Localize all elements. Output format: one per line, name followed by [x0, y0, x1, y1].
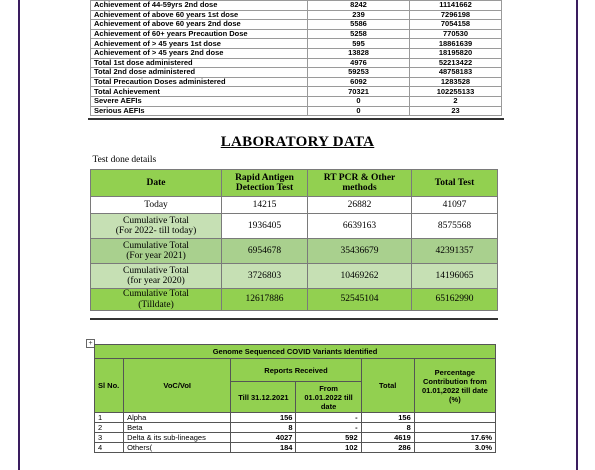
lab-cell-date: Today — [91, 197, 222, 214]
genome-row — [95, 413, 496, 423]
vaccination-cell-today: 239 — [308, 10, 410, 20]
genome-cell-total: 8 — [361, 423, 414, 433]
lab-date-line1: Cumulative Total — [123, 240, 189, 251]
vaccination-cell-cumulative: 23 — [410, 106, 502, 116]
lab-header-total: Total Test — [412, 170, 498, 197]
genome-cell-name: Delta & its sub-lineages — [124, 433, 231, 443]
lab-row-today — [91, 197, 498, 214]
vaccination-cell-today: 595 — [308, 39, 410, 49]
vaccination-cell-today: 59253 — [308, 68, 410, 78]
genome-variants-table — [94, 344, 496, 453]
genome-cell-from: 102 — [296, 443, 361, 453]
vaccination-cell-today: 5586 — [308, 20, 410, 30]
vaccination-cell-cumulative: 48758183 — [410, 68, 502, 78]
genome-header-till: Till 31.12.2021 — [231, 382, 296, 413]
vaccination-cell-label: Total 2nd dose administered — [91, 68, 308, 78]
laboratory-table-bottom-rule — [90, 318, 498, 320]
genome-cell-pct — [414, 423, 495, 433]
lab-date-line1: Cumulative Total — [123, 265, 189, 276]
genome-cell-sl: 1 — [95, 413, 124, 423]
vaccination-cell-today: 8242 — [308, 1, 410, 11]
genome-cell-total: 286 — [361, 443, 414, 453]
genome-cell-name: Others( — [124, 443, 231, 453]
genome-row — [95, 443, 496, 453]
lab-date-line2: (For 2022- till today) — [115, 226, 197, 236]
lab-cell-rtpcr: 52545104 — [308, 289, 412, 311]
lab-cell-rapid: 12617886 — [222, 289, 308, 311]
lab-cell-total: 41097 — [412, 197, 498, 214]
genome-cell-total: 156 — [361, 413, 414, 423]
genome-cell-sl: 2 — [95, 423, 124, 433]
vaccination-cell-cumulative: 11141662 — [410, 1, 502, 11]
genome-header-total: Total — [361, 359, 414, 413]
lab-row-2022 — [91, 214, 498, 239]
genome-cell-from: - — [296, 413, 361, 423]
lab-cell-rtpcr: 6639163 — [308, 214, 412, 239]
genome-table-title: Genome Sequenced COVID Variants Identified — [95, 345, 496, 359]
genome-cell-from: 592 — [296, 433, 361, 443]
vaccination-cell-label: Total 1st dose administered — [91, 58, 308, 68]
vaccination-cell-label: Achievement of > 45 years 2nd dose — [91, 48, 308, 58]
lab-date-line1: Cumulative Total — [123, 215, 189, 226]
genome-cell-pct — [414, 413, 495, 423]
lab-header-rtpcr: RT PCR & Other methods — [308, 170, 412, 197]
vaccination-cell-today: 70321 — [308, 87, 410, 97]
lab-cell-rapid: 14215 — [222, 197, 308, 214]
vaccination-cell-label: Achievement of above 60 years 1st dose — [91, 10, 308, 20]
vaccination-row — [91, 68, 502, 78]
vaccination-row — [91, 96, 502, 106]
vaccination-cell-label: Total Precaution Doses administered — [91, 77, 308, 87]
vaccination-table — [90, 0, 502, 116]
genome-cell-name: Beta — [124, 423, 231, 433]
vaccination-cell-cumulative: 52213422 — [410, 58, 502, 68]
lab-cell-total: 8575568 — [412, 214, 498, 239]
vaccination-cell-label: Severe AEFIs — [91, 96, 308, 106]
lab-cell-total: 65162990 — [412, 289, 498, 311]
lab-cell-date — [91, 239, 222, 264]
lab-cell-total: 14196065 — [412, 264, 498, 289]
vaccination-cell-label: Achievement of above 60 years 2nd dose — [91, 20, 308, 30]
lab-row-2020 — [91, 264, 498, 289]
genome-cell-pct: 17.6% — [414, 433, 495, 443]
vaccination-cell-label: Serious AEFIs — [91, 106, 308, 116]
vaccination-row — [91, 58, 502, 68]
lab-cell-rtpcr: 26882 — [308, 197, 412, 214]
vaccination-cell-cumulative: 7054158 — [410, 20, 502, 30]
genome-cell-name: Alpha — [124, 413, 231, 423]
vaccination-cell-cumulative: 2 — [410, 96, 502, 106]
lab-header-row — [91, 170, 498, 197]
genome-row — [95, 423, 496, 433]
vaccination-row — [91, 39, 502, 49]
lab-cell-date — [91, 264, 222, 289]
vaccination-cell-today: 5258 — [308, 29, 410, 39]
genome-title-row — [95, 345, 496, 359]
genome-cell-till: 156 — [231, 413, 296, 423]
vaccination-cell-cumulative: 18861639 — [410, 39, 502, 49]
laboratory-table — [90, 152, 498, 311]
genome-header-voc: VoC/VoI — [124, 359, 231, 413]
lab-row-tilldate — [91, 289, 498, 311]
vaccination-cell-today: 4976 — [308, 58, 410, 68]
lab-header-date: Date — [91, 170, 222, 197]
genome-header-percentage: Percentage Contribution from 01.01,2022 till date (%) — [414, 359, 495, 413]
lab-cell-rtpcr: 10469262 — [308, 264, 412, 289]
lab-row-2021 — [91, 239, 498, 264]
lab-cell-rtpcr: 35436679 — [308, 239, 412, 264]
vaccination-row — [91, 10, 502, 20]
lab-cell-rapid: 3726803 — [222, 264, 308, 289]
genome-cell-sl: 4 — [95, 443, 124, 453]
lab-date-line2: (Tilldate) — [138, 299, 174, 310]
lab-date-line1: Cumulative Total — [123, 289, 189, 299]
vaccination-row — [91, 87, 502, 97]
vaccination-cell-cumulative: 102255133 — [410, 87, 502, 97]
vaccination-cell-label: Achievement of > 45 years 1st dose — [91, 39, 308, 49]
genome-cell-total: 4619 — [361, 433, 414, 443]
laboratory-data-heading: LABORATORY DATA — [220, 134, 375, 150]
vaccination-row — [91, 106, 502, 116]
vaccination-cell-cumulative: 770530 — [410, 29, 502, 39]
lab-cell-rapid: 6954678 — [222, 239, 308, 264]
laboratory-table-wrapper — [90, 152, 498, 322]
vaccination-table-bottom-rule — [88, 118, 504, 120]
lab-date-line2: (for year 2020) — [127, 276, 185, 286]
vaccination-row — [91, 77, 502, 87]
vaccination-cell-today: 6092 — [308, 77, 410, 87]
lab-date-line2: (For year 2021) — [126, 251, 186, 261]
table-move-handle-icon[interactable]: + — [86, 339, 95, 348]
vaccination-row — [91, 1, 502, 11]
genome-header-from: From 01.01.2022 till date — [296, 382, 361, 413]
vaccination-cell-label: Total Achievement — [91, 87, 308, 97]
vaccination-cell-cumulative: 1283528 — [410, 77, 502, 87]
genome-cell-till: 4027 — [231, 433, 296, 443]
vaccination-cell-today: 13828 — [308, 48, 410, 58]
vaccination-row — [91, 20, 502, 30]
vaccination-row — [91, 29, 502, 39]
lab-caption: Test done details — [91, 152, 498, 170]
vaccination-cell-label: Achievement of 60+ years Precaution Dose — [91, 29, 308, 39]
vaccination-cell-today: 0 — [308, 106, 410, 116]
genome-cell-till: 184 — [231, 443, 296, 453]
genome-cell-pct: 3.0% — [414, 443, 495, 453]
vaccination-row — [91, 48, 502, 58]
genome-header-sl: Sl No. — [95, 359, 124, 413]
genome-header-reports: Reports Received — [231, 359, 361, 382]
vaccination-cell-cumulative: 7296198 — [410, 10, 502, 20]
vaccination-cell-today: 0 — [308, 96, 410, 106]
genome-header-row-1 — [95, 359, 496, 382]
lab-header-rapid: Rapid Antigen Detection Test — [222, 170, 308, 197]
genome-cell-till: 8 — [231, 423, 296, 433]
genome-cell-sl: 3 — [95, 433, 124, 443]
lab-cell-rapid: 1936405 — [222, 214, 308, 239]
lab-cell-date — [91, 214, 222, 239]
lab-cell-date — [91, 289, 222, 311]
vaccination-cell-cumulative: 18195820 — [410, 48, 502, 58]
genome-row — [95, 433, 496, 443]
vaccination-cell-label: Achievement of 44-59yrs 2nd dose — [91, 1, 308, 11]
genome-cell-from: - — [296, 423, 361, 433]
lab-cell-total: 42391357 — [412, 239, 498, 264]
